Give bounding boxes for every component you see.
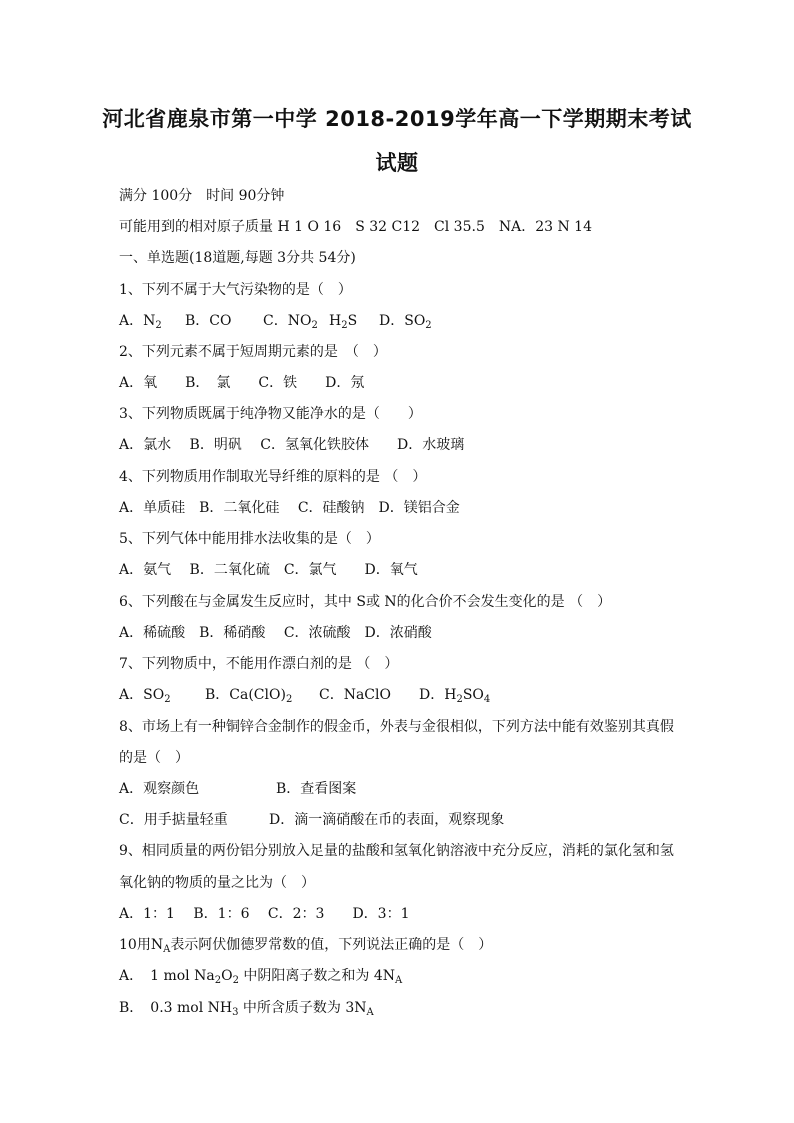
question-8-options-ab bbox=[119, 780, 689, 798]
option-a: A．$N_2$ bbox=[119, 313, 162, 331]
question-6-options: A．稀硫酸 B．稀硝酸 C．浓硫酸 D．浓硝酸 bbox=[119, 625, 432, 641]
question-3-stem: 3、下列物质既属于纯净物又能净水的是（ ） bbox=[119, 406, 422, 422]
question-4-options: A．单质硅 B．二氧化硅 C．硅酸钠 D．镁铝合金 bbox=[119, 500, 460, 516]
option-d: D．$H_2SO_4$ bbox=[419, 687, 491, 705]
option-d: D．滴一滴硝酸在币的表面，观察现象 bbox=[269, 812, 505, 828]
option-a: A．观察颜色 bbox=[119, 781, 200, 797]
question-8-stem-continued: 的是（ ） bbox=[119, 750, 189, 766]
option-b: B．$Ca(ClO)_2$ bbox=[205, 687, 293, 705]
question-1-stem: 1、下列不属于大气污染物的是（ ） bbox=[119, 282, 352, 298]
option-b: B．查看图案 bbox=[276, 781, 357, 797]
question-2-options: A．氧 B． 氯 C．铁 D．氖 bbox=[119, 375, 365, 391]
question-9-stem-continued: 氧化钠的物质的量之比为（ ） bbox=[119, 875, 315, 891]
question-7-options bbox=[119, 686, 689, 704]
question-8-stem: 8、市场上有一种铜锌合金制作的假金币，外表与金很相似，下列方法中能有效鉴别其真假 bbox=[119, 719, 674, 735]
question-9-stem: 9、相同质量的两份铝分别放入足量的盐酸和氢氧化钠溶液中充分反应，消耗的氯化氢和氢 bbox=[119, 843, 674, 859]
atomic-masses: 可能用到的相对原子质量 H 1 O 16 S 32 C12 Cl 35.5 NA．23 N 14 bbox=[119, 219, 592, 235]
option-c: C．用手掂量轻重 bbox=[119, 812, 228, 828]
exam-info: 满分 100分 时间 90分钟 bbox=[119, 188, 285, 204]
question-10-option-b: B． 0.3 mol $NH_3$ 中所含质子数为 $3N_A$ bbox=[119, 1000, 374, 1018]
question-10-stem: 10用$N_A$表示阿伏伽德罗常数的值，下列说法正确的是（ ） bbox=[119, 937, 493, 955]
question-9-options: A．1：1 B．1：6 C．2：3 D．3：1 bbox=[119, 906, 410, 922]
question-10-option-a: A． 1 mol $Na_2O_2$ 中阴阳离子数之和为 $4N_A$ bbox=[119, 968, 403, 986]
option-c: C．NaClO bbox=[319, 687, 391, 703]
option-d: D．$SO_2$ bbox=[379, 313, 432, 331]
exam-title-continued: 试题 bbox=[375, 151, 419, 175]
option-c-extra: $H_2S$ bbox=[329, 313, 358, 331]
question-4-stem: 4、下列物质用作制取光导纤维的原料的是 （ ） bbox=[119, 469, 427, 485]
question-6-stem: 6、下列酸在与金属发生反应时，其中 S或 N的化合价不会发生变化的是 （ ） bbox=[119, 594, 612, 610]
exam-title: 河北省鹿泉市第一中学 2018-2019学年高一下学期期末考试 bbox=[102, 107, 692, 131]
option-c: C．$NO_2$ bbox=[263, 313, 318, 331]
option-a: A．$SO_2$ bbox=[119, 687, 171, 705]
section-heading: 一、单选题(18道题,每题 3分共 54分) bbox=[119, 250, 356, 266]
question-5-options: A．氨气 B．二氧化硫 C．氯气 D．氧气 bbox=[119, 562, 418, 578]
question-3-options: A．氯水 B．明矾 C．氢氧化铁胶体 D．水玻璃 bbox=[119, 437, 465, 453]
question-5-stem: 5、下列气体中能用排水法收集的是（ ） bbox=[119, 531, 380, 547]
question-1-options bbox=[119, 312, 689, 330]
question-8-options-cd bbox=[119, 811, 689, 829]
question-7-stem: 7、下列物质中，不能用作漂白剂的是 （ ） bbox=[119, 656, 399, 672]
option-b: B．CO bbox=[185, 313, 232, 329]
question-2-stem: 2、下列元素不属于短周期元素的是 （ ） bbox=[119, 344, 387, 360]
